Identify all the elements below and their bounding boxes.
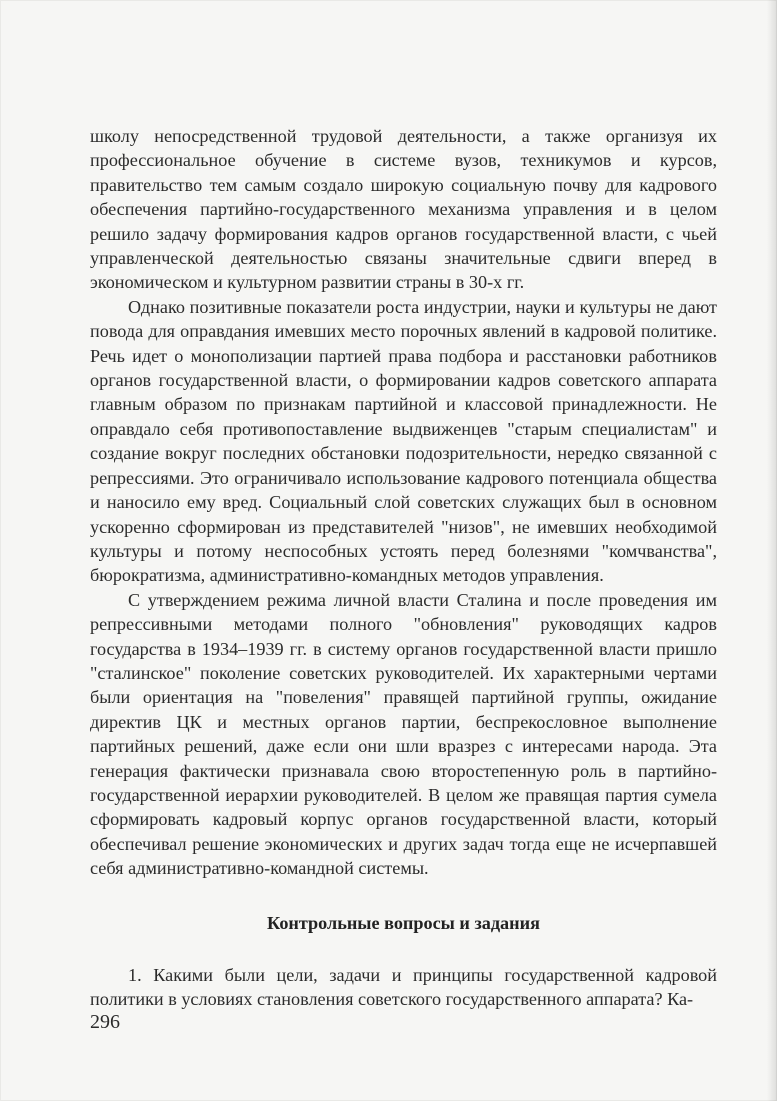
paragraph: Однако позитивные показатели роста индустрии, науки и культуры не дают повода для оправдания имевших место порочных явлений в кадровой политике. Речь идет о монополизации партией права подбора и расстановки работников органов государственной власти, о формировании кадров советского аппарата главным образом по признакам партийной и классовой принадлежности. Не оправдало себя противопоставление выдвиженцев "старым специалистам" и создание вокруг последних обстановки подозрительности, нередко связанной с репрессиями. Это ограничивало использование кадрового потенциала общества и наносило ему вред. Социальный слой советских служащих был в основном ускоренно сформирован из представителей "низов", не имевших необходимой культуры и потому неспособных устоять перед болезнями "комчванства", бюрократизма, административно-командных методов управления. (90, 296, 717, 586)
page-number: 296 (90, 1011, 120, 1033)
scan-edge-shadow (767, 0, 777, 1101)
question-item: 1. Какими были цели, задачи и принципы государственной кадровой политики в условиях становления советского государственного аппарата? Ка- (90, 965, 717, 1010)
paragraph: С утверждением режима личной власти Сталина и после проведения им репрессивными методами полного "обновления" руководящих кадров государства в 1934–1939 гг. в систему органов государственной власти пришло "сталинское" поколение советских руководителей. Их характерными чертами были ориентация на "повеления" правящей партийной группы, ожидание директив ЦК и местных органов партии, беспрекословное выполнение партийных решений, даже если они шли вразрез с интересами народа. Эта генерация фактически признавала свою второстепенную роль в партийно-государственной иерархии руководителей. В целом же правящая партия сумела сформировать кадровый корпус органов государственной власти, который обеспечивал решение экономических и других задач тогда еще не исчерпавшей себя административно-командной системы. (90, 589, 717, 879)
section-heading: Контрольные вопросы и задания (267, 912, 540, 933)
page-body (90, 124, 717, 1012)
paragraph-continuation: школу непосредственной трудовой деятельности, а также организуя их профессиональное обучение в системе вузов, техникумов и курсов, правительство тем самым создало широкую социальную почву для кадрового обеспечения партийно-государственного механизма управления и в целом решило задачу формирования кадров органов государственной власти, с чьей управленческой деятельностью связаны значительные сдвиги вперед в экономическом и культурном развитии страны в 30-х гг. (90, 126, 717, 293)
